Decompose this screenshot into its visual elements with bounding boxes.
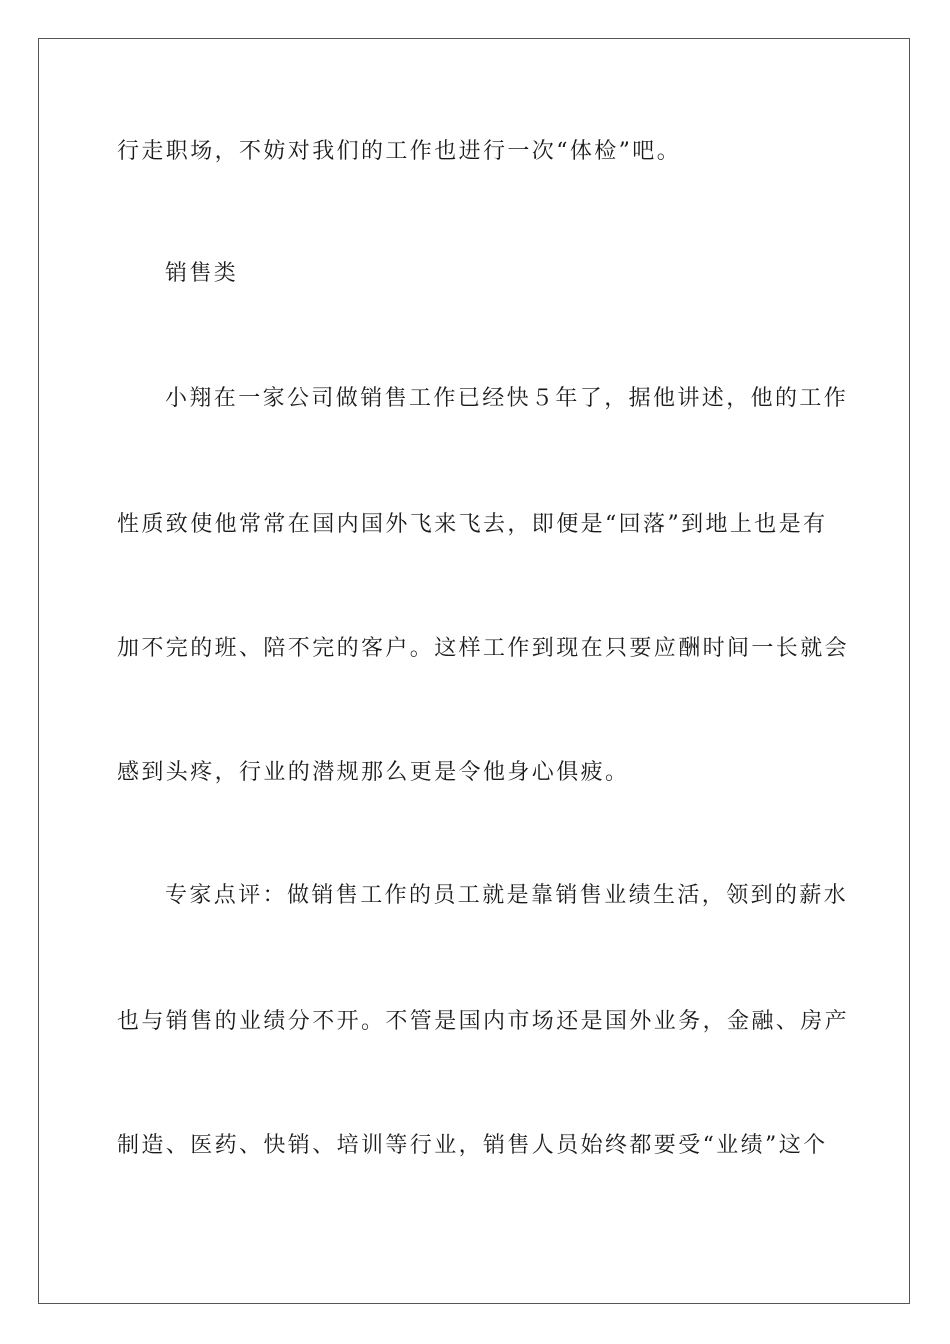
body-text-line: 制造、医药、快销、培训等行业，销售人员始终都要受“业绩”这个 <box>117 1133 828 1158</box>
body-text-line: 也与销售的业绩分不开。不管是国内市场还是国外业务，金融、房产 <box>117 1009 850 1034</box>
paragraph-first-line: 专家点评：做销售工作的员工就是靠销售业绩生活，领到的薪水 <box>165 883 849 908</box>
section-heading: 销售类 <box>165 261 239 286</box>
body-text-line: 性质致使他常常在国内国外飞来飞去，即便是“回落”到地上也是有 <box>117 512 828 537</box>
body-text-line: 行走职场，不妨对我们的工作也进行一次“体检”吧。 <box>117 139 682 164</box>
page-border <box>38 38 910 1304</box>
body-text-line: 加不完的班、陪不完的客户。这样工作到现在只要应酬时间一长就会 <box>117 636 850 661</box>
body-text-line: 感到头疼，行业的潜规那么更是令他身心俱疲。 <box>117 760 630 785</box>
paragraph-first-line: 小翔在一家公司做销售工作已经快５年了，据他讲述，他的工作 <box>165 386 849 411</box>
